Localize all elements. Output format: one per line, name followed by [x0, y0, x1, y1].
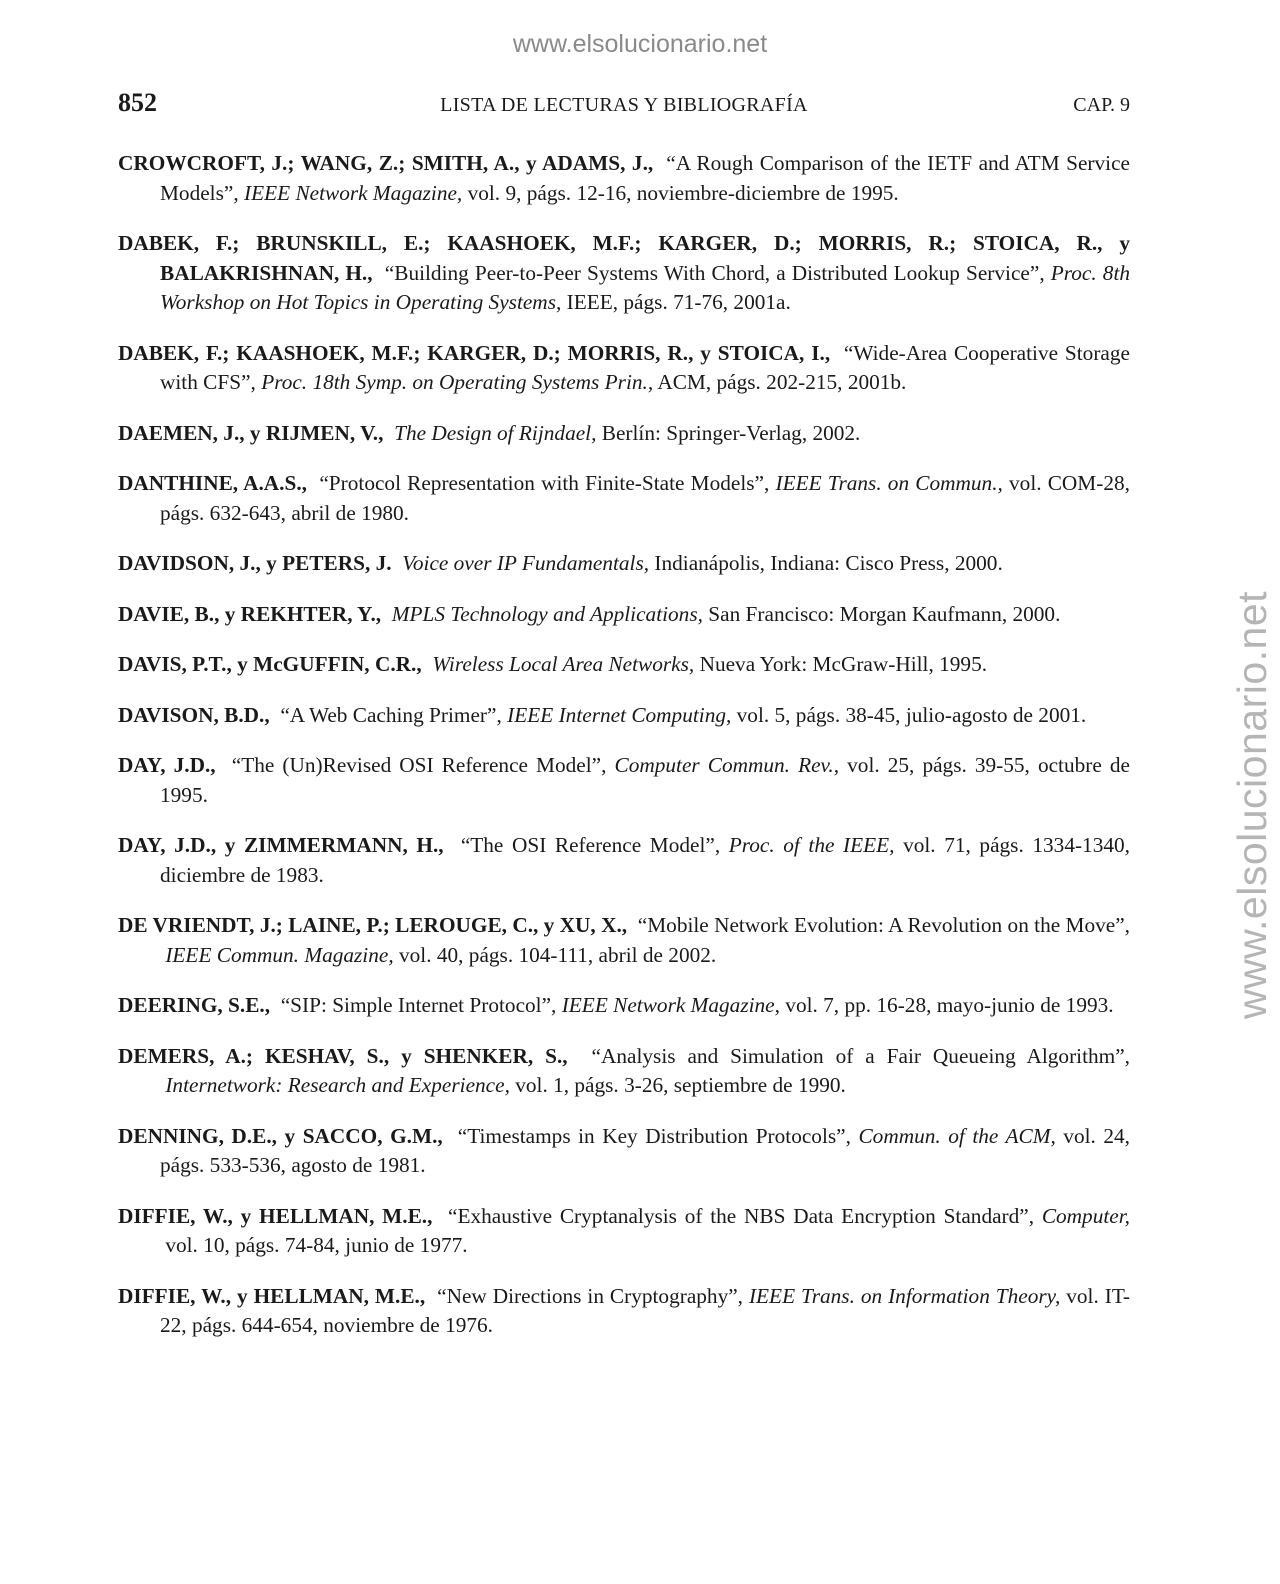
- bibliography-entry: [118, 650, 1130, 680]
- entry-title: “New Directions in Cryptography”,: [437, 1283, 743, 1308]
- entry-source: Wireless Local Area Networks,: [432, 652, 695, 676]
- running-title: LISTA DE LECTURAS Y BIBLIOGRAFÍA: [440, 94, 808, 116]
- entry-details: Indianápolis, Indiana: Cisco Press, 2000.: [654, 551, 1003, 575]
- entry-details: vol. 25, págs. 39-55, octubre de 1995.: [160, 753, 1130, 807]
- entry-source: The Design of Rijndael,: [394, 420, 597, 445]
- entry-source: Internetwork: Research and Experience,: [165, 1073, 510, 1097]
- bibliography-entry: [118, 991, 1130, 1021]
- bibliography-entry: [118, 751, 1130, 810]
- entry-authors: DEERING, S.E.,: [118, 993, 271, 1017]
- entry-details: vol. 24, págs. 533-536, agosto de 1981.: [160, 1123, 1130, 1177]
- bibliography-entry: [118, 339, 1130, 398]
- entry-source: Voice over IP Fundamentals,: [402, 551, 650, 575]
- bibliography-entry: [118, 149, 1130, 208]
- entry-authors: DAVIDSON, J., y PETERS, J.: [118, 551, 392, 575]
- entry-source: MPLS Technology and Applications,: [391, 601, 703, 626]
- entry-source: Computer,: [1041, 1203, 1130, 1228]
- entry-authors: DIFFIE, W., y HELLMAN, M.E.,: [118, 1203, 433, 1228]
- entry-authors: DABEK, F.; BRUNSKILL, E.; KAASHOEK, M.F.; KARGER, D.; MORRIS, R.; STOICA, R., y BALAKRISHNAN, H.,: [118, 231, 1130, 285]
- entry-authors: DANTHINE, A.A.S.,: [118, 471, 308, 495]
- entry-details: vol. COM-28, págs. 632-643, abril de 1980.: [160, 471, 1130, 525]
- entry-title: “The (Un)Revised OSI Reference Model”,: [231, 753, 607, 777]
- page-number: 852: [118, 88, 157, 117]
- entry-details: vol. 9, págs. 12-16, noviembre-diciembre de 1995.: [467, 180, 899, 205]
- bibliography-entry: [118, 1122, 1130, 1181]
- bibliography-entry: [118, 419, 1130, 449]
- entry-authors: DAVIE, B., y REKHTER, Y.,: [118, 601, 382, 626]
- entry-authors: DAVIS, P.T., y McGUFFIN, C.R.,: [118, 652, 422, 676]
- entry-title: “The OSI Reference Model”,: [460, 833, 721, 857]
- bibliography-entry: [118, 831, 1130, 890]
- entry-source: Commun. of the ACM,: [858, 1123, 1056, 1148]
- entry-authors: DAY, J.D., y ZIMMERMANN, H.,: [118, 833, 444, 857]
- entry-title: “Timestamps in Key Distribution Protocols”,: [457, 1123, 851, 1148]
- bibliography-entry: [118, 701, 1130, 731]
- bibliography-entry: [118, 1042, 1130, 1101]
- entry-authors: DIFFIE, W., y HELLMAN, M.E.,: [118, 1283, 426, 1308]
- bibliography-entry: [118, 1202, 1130, 1261]
- entry-title: “Building Peer-to-Peer Systems With Chord, a Distributed Lookup Service”,: [384, 260, 1045, 285]
- bibliography-entry: [118, 911, 1130, 970]
- entry-authors: DABEK, F.; KAASHOEK, M.F.; KARGER, D.; MORRIS, R., y STOICA, I.,: [118, 340, 831, 365]
- entry-authors: DAVISON, B.D.,: [118, 702, 270, 727]
- watermark-top: www.elsolucionario.net: [512, 30, 768, 58]
- entry-source: Proc. 18th Symp. on Operating Systems Prin.,: [261, 370, 654, 394]
- entry-source: Proc. of the IEEE,: [728, 833, 895, 857]
- bibliography-entry: [118, 549, 1130, 579]
- entry-source: IEEE Network Magazine,: [244, 180, 463, 205]
- entry-title: “Exhaustive Cryptanalysis of the NBS Data Encryption Standard”,: [448, 1203, 1035, 1228]
- bibliography-entry: [118, 469, 1130, 528]
- entry-title: “Wide-Area Cooperative Storage with CFS”,: [160, 340, 1130, 394]
- entry-title: “A Web Caching Primer”,: [280, 702, 502, 727]
- entry-authors: DAY, J.D.,: [118, 753, 216, 777]
- entry-source: Proc. 8th Workshop on Hot Topics in Operating Systems,: [160, 260, 1131, 314]
- entry-authors: DE VRIENDT, J.; LAINE, P.; LEROUGE, C., y XU, X.,: [118, 913, 628, 937]
- entry-authors: CROWCROFT, J.; WANG, Z.; SMITH, A., y ADAMS, J.,: [118, 151, 654, 175]
- entry-details: San Francisco: Morgan Kaufmann, 2000.: [708, 601, 1061, 626]
- page-header: [118, 88, 1130, 124]
- entry-details: Berlín: Springer-Verlag, 2002.: [601, 420, 861, 445]
- entry-source: IEEE Trans. on Commun.,: [775, 471, 1003, 495]
- entry-source: IEEE Commun. Magazine,: [165, 942, 394, 967]
- entry-details: vol. 71, págs. 1334-1340, diciembre de 1983.: [160, 833, 1130, 887]
- bibliography-entry: [118, 600, 1130, 630]
- entry-source: IEEE Network Magazine,: [561, 993, 780, 1017]
- chapter-label: CAP. 9: [1073, 94, 1130, 116]
- watermark-side: www.elsolucionario.net: [1229, 590, 1275, 1020]
- entry-title: “Analysis and Simulation of a Fair Queueing Algorithm”,: [591, 1043, 1131, 1068]
- entry-title: “SIP: Simple Internet Protocol”,: [280, 993, 557, 1017]
- entry-details: vol. 40, págs. 104-111, abril de 2002.: [398, 942, 717, 967]
- entry-details: ACM, págs. 202-215, 2001b.: [657, 370, 907, 394]
- bibliography-entry: [118, 1282, 1130, 1341]
- entry-authors: DENNING, D.E., y SACCO, G.M.,: [118, 1123, 443, 1148]
- entry-source: IEEE Trans. on Information Theory,: [748, 1283, 1061, 1308]
- entry-details: vol. 5, págs. 38-45, julio-agosto de 2001.: [736, 702, 1087, 727]
- entry-title: “Mobile Network Evolution: A Revolution on the Move”,: [637, 913, 1130, 937]
- entry-source: Computer Commun. Rev.,: [614, 753, 840, 777]
- entry-source: IEEE Internet Computing,: [507, 702, 732, 727]
- entry-details: vol. 1, págs. 3-26, septiembre de 1990.: [515, 1073, 846, 1097]
- entry-details: IEEE, págs. 71-76, 2001a.: [566, 290, 791, 314]
- entry-title: “Protocol Representation with Finite-State Models”,: [319, 471, 770, 495]
- entry-authors: DEMERS, A.; KESHAV, S., y SHENKER, S.,: [118, 1043, 568, 1068]
- entry-authors: DAEMEN, J., y RIJMEN, V.,: [118, 420, 384, 445]
- entry-details: vol. IT-22, págs. 644-654, noviembre de 1976.: [160, 1283, 1130, 1337]
- bibliography-list: [118, 149, 1130, 1362]
- bibliography-entry: [118, 229, 1130, 318]
- entry-details: vol. 10, págs. 74-84, junio de 1977.: [165, 1233, 468, 1257]
- entry-details: vol. 7, pp. 16-28, mayo-junio de 1993.: [785, 993, 1114, 1017]
- entry-details: Nueva York: McGraw-Hill, 1995.: [699, 652, 988, 676]
- entry-title: “A Rough Comparison of the IETF and ATM Service Models”,: [160, 151, 1130, 205]
